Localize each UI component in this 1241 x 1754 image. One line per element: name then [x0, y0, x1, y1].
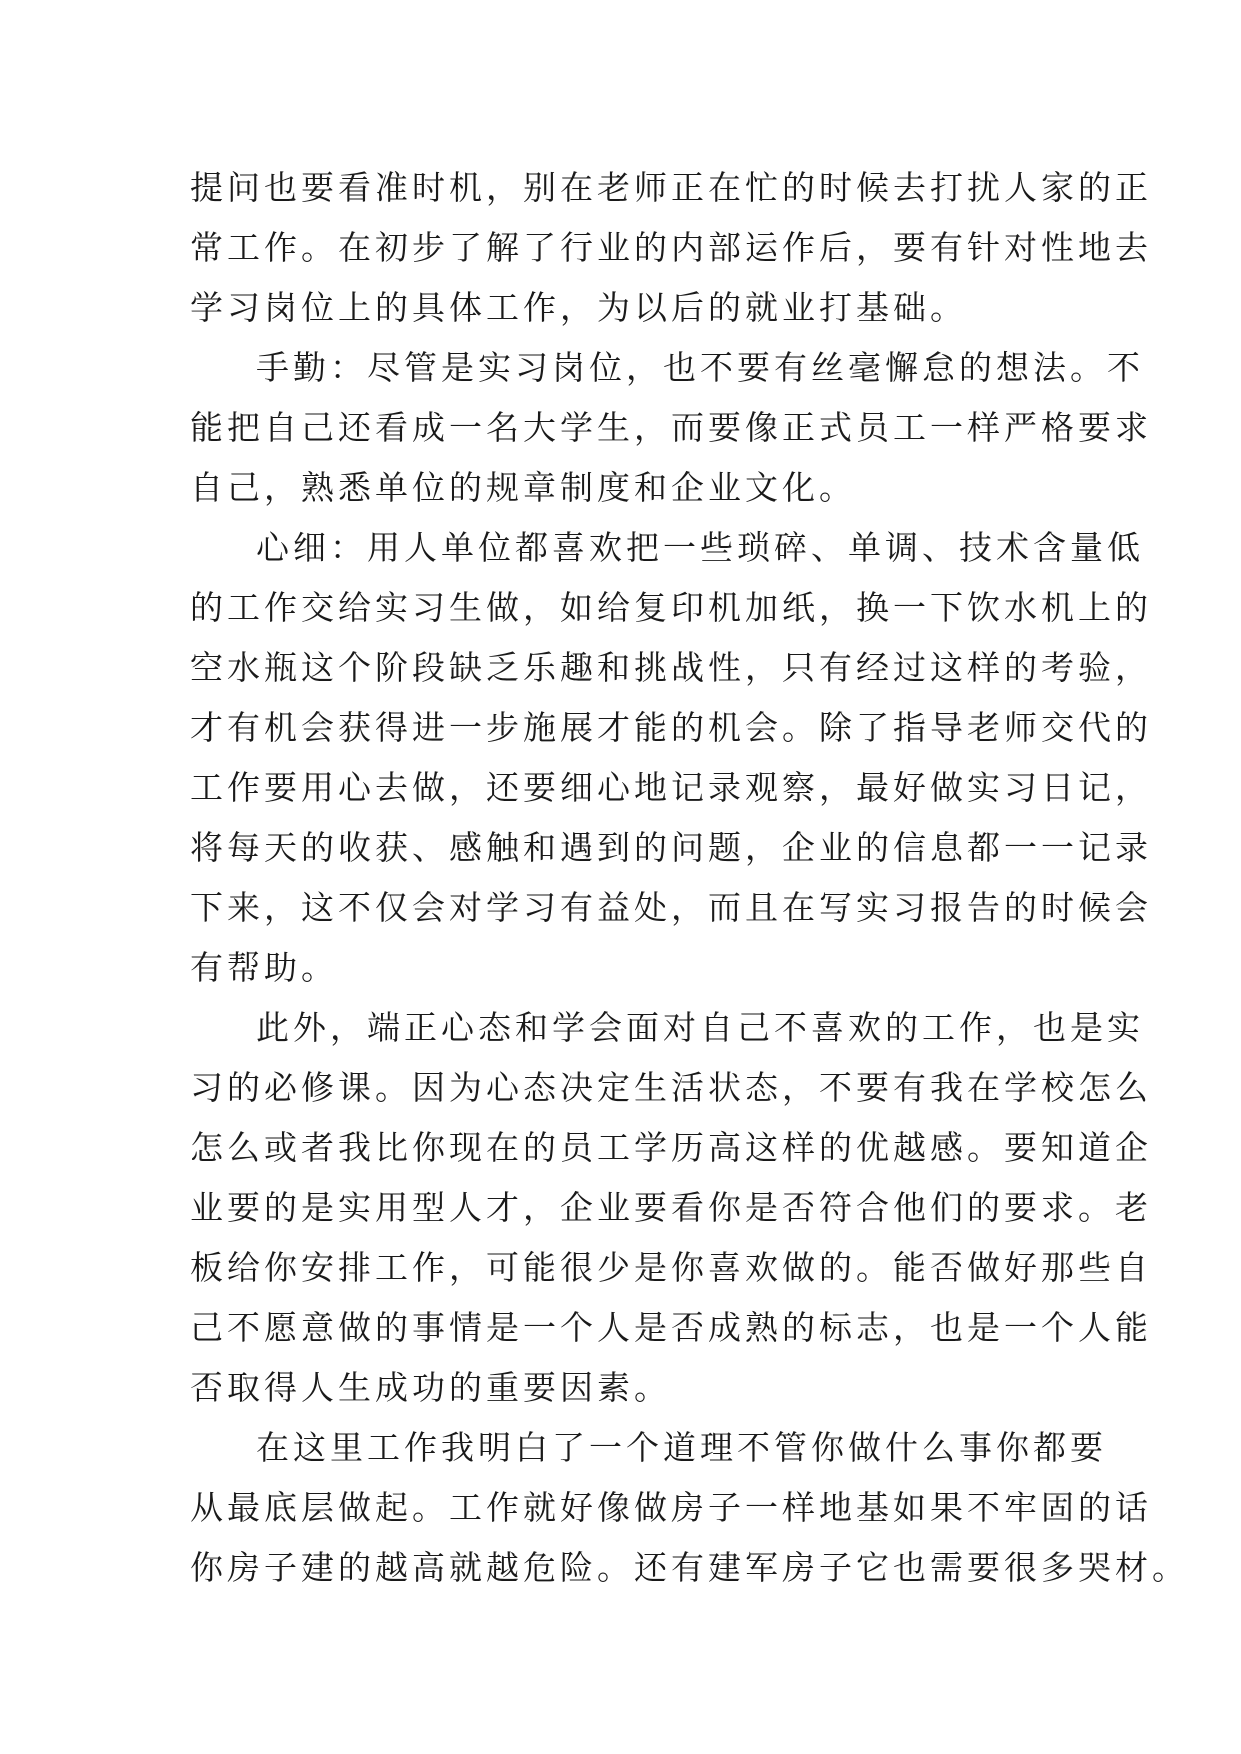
- text-line: 工作要用心去做，还要细心地记录观察，最好做实习日记，: [190, 768, 1152, 807]
- text-line: 此外，端正心态和学会面对自己不喜欢的工作，也是实: [256, 1008, 1144, 1047]
- text-line: 将每天的收获、感触和遇到的问题，企业的信息都一一记录: [190, 828, 1152, 867]
- text-line: 心细：用人单位都喜欢把一些琐碎、单调、技术含量低: [256, 528, 1144, 567]
- text-line: 有帮助。: [190, 948, 338, 987]
- text-line: 怎么或者我比你现在的员工学历高这样的优越感。要知道企: [190, 1128, 1152, 1167]
- text-line: 你房子建的越高就越危险。还有建军房子它也需要很多哭材。: [190, 1548, 1189, 1587]
- text-line: 空水瓶这个阶段缺乏乐趣和挑战性，只有经过这样的考验，: [190, 648, 1152, 687]
- text-line: 己不愿意做的事情是一个人是否成熟的标志，也是一个人能: [190, 1308, 1152, 1347]
- text-line: 学习岗位上的具体工作，为以后的就业打基础。: [190, 288, 967, 327]
- text-line: 自己，熟悉单位的规章制度和企业文化。: [190, 468, 856, 507]
- text-line: 习的必修课。因为心态决定生活状态，不要有我在学校怎么: [190, 1068, 1152, 1107]
- text-line: 从最底层做起。工作就好像做房子一样地基如果不牢固的话: [190, 1488, 1152, 1527]
- text-line: 否取得人生成功的重要因素。: [190, 1368, 671, 1407]
- text-line: 手勤：尽管是实习岗位，也不要有丝毫懈怠的想法。不: [256, 348, 1144, 387]
- text-line: 的工作交给实习生做，如给复印机加纸，换一下饮水机上的: [190, 588, 1152, 627]
- text-line: 板给你安排工作，可能很少是你喜欢做的。能否做好那些自: [190, 1248, 1152, 1287]
- text-line: 下来，这不仅会对学习有益处，而且在写实习报告的时候会: [190, 888, 1152, 927]
- text-line: 能把自己还看成一名大学生，而要像正式员工一样严格要求: [190, 408, 1152, 447]
- text-line: 才有机会获得进一步施展才能的机会。除了指导老师交代的: [190, 708, 1152, 747]
- text-line: 在这里工作我明白了一个道理不管你做什么事你都要: [256, 1428, 1107, 1467]
- text-line: 提问也要看准时机，别在老师正在忙的时候去打扰人家的正: [190, 168, 1152, 207]
- body-text: [190, 158, 1189, 1598]
- text-line: 常工作。在初步了解了行业的内部运作后，要有针对性地去: [190, 228, 1152, 267]
- text-line: 业要的是实用型人才，企业要看你是否符合他们的要求。老: [190, 1188, 1152, 1227]
